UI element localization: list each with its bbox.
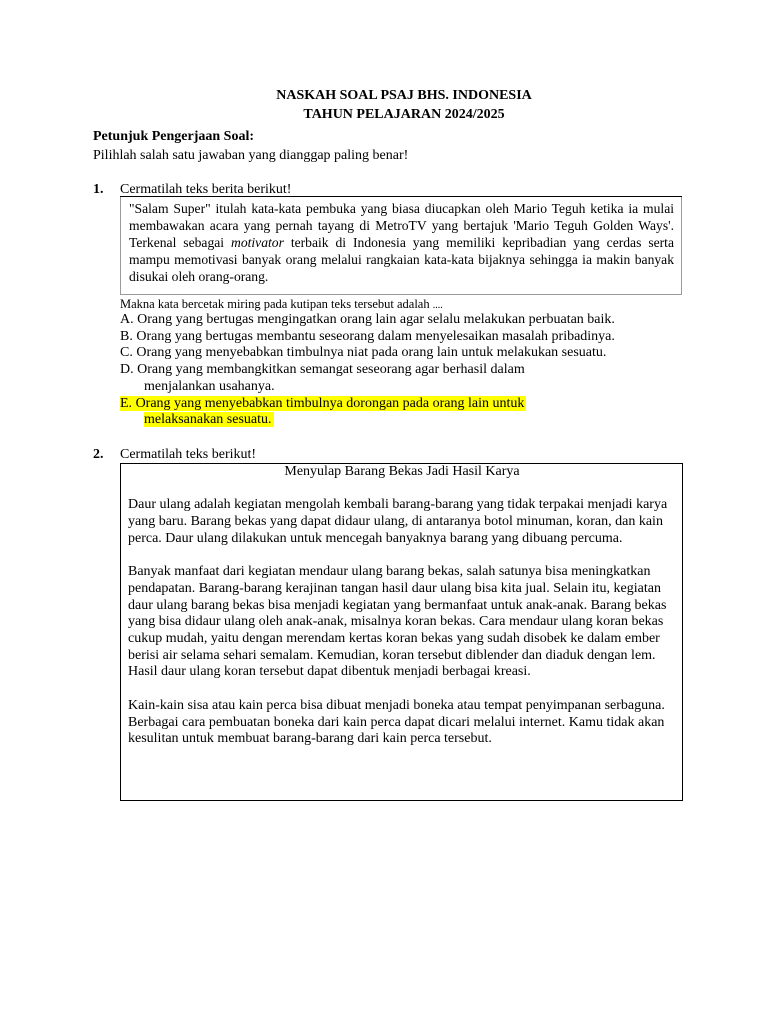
option-d[interactable] bbox=[120, 362, 680, 395]
question2-paragraph-2: Banyak manfaat dari kegiatan mendaur ulang barang bekas, salah satunya bisa meningkatkan pendapatan. Barang-barang kerajinan tangan hasil daur ulang bisa kita jual. Selain itu, kegiatan daur ulang barang bekas bisa menjadi kegiatan yang bermanfaat untuk anak-anak. Barang bekas yang bisa didaur ulang oleh anak-anak, misalnya koran bekas. Cara mendaur ulang koran bekas cukup mudah, yaitu dengan merendam kertas koran bekas yang sudah disobek ke dalam ember berisi air selama sehari semalam. Kemudian, koran tersebut diblender dan diaduk dengan lem. Hasil daur ulang koran tersebut dapat dibentuk menjadi berbagai kreasi. bbox=[128, 564, 667, 680]
option-e-text: Orang yang menyebabkan timbulnya dorongan pada orang lain untuk bbox=[135, 395, 525, 411]
option-b-label: B. bbox=[120, 328, 133, 344]
instructions-heading: Petunjuk Pengerjaan Soal: bbox=[93, 129, 254, 144]
question2-paragraph-3: Kain-kain sisa atau kain perca bisa dibuat menjadi boneka atau tempat penyimpanan serbaguna. Berbagai cara pembuatan boneka dari kain perca dapat dicari melalui internet. Kamu tidak akan kesulitan untuk membuat barang-barang dari kain perca tersebut. bbox=[128, 697, 665, 747]
option-b[interactable] bbox=[120, 329, 680, 346]
option-e-continuation: melaksanakan sesuatu. bbox=[144, 412, 272, 428]
question1-passage bbox=[129, 200, 674, 285]
option-e-highlighted[interactable] bbox=[120, 396, 680, 429]
passage-italic-word: motivator bbox=[231, 235, 284, 250]
option-d-text: Orang yang membangkitkan semangat seseorang agar berhasil dalam bbox=[137, 362, 525, 378]
option-c-label: C. bbox=[120, 345, 133, 361]
option-a[interactable] bbox=[120, 312, 680, 329]
question1-number: 1. bbox=[93, 182, 104, 197]
question2-passage-title: Menyulap Barang Bekas Jadi Hasil Karya bbox=[284, 464, 520, 479]
option-e-label: E. bbox=[120, 395, 133, 411]
option-d-label: D. bbox=[120, 362, 134, 378]
option-c-text: Orang yang menyebabkan timbulnya niat pada orang lain untuk melakukan sesuatu. bbox=[136, 345, 607, 361]
passage-text-part1: "Salam Super" itulah kata-kata pembuka yang biasa diucapkan oleh Mario Teguh ketika ia mulai membawakan acara yang pernah tayang di MetroTV yang bertajuk 'Mario Teguh Golden Ways'. Terkenal sebagai bbox=[129, 201, 674, 250]
question1-stem-dots: .... bbox=[432, 300, 443, 311]
option-a-label: A. bbox=[120, 312, 134, 327]
question2-paragraph-1: Daur ulang adalah kegiatan mengolah kembali barang-barang yang tidak terpakai menjadi karya yang baru. Barang bekas yang dapat didaur ulang, di antaranya botol minuman, koran, dan kain perca. Daur ulang dilakukan untuk mencegah banyaknya barang yang dibuang percuma. bbox=[128, 497, 668, 546]
instructions-text: Pilihlah salah satu jawaban yang dianggap paling benar! bbox=[93, 148, 409, 163]
question1-passage-box bbox=[120, 197, 682, 295]
question1-options bbox=[120, 312, 680, 429]
document-title-line2: TAHUN PELAJARAN 2024/2025 bbox=[303, 107, 505, 122]
question2-number: 2. bbox=[93, 447, 104, 462]
passage-text-part2: terbaik di Indonesia yang memiliki kepribadian yang cerdas serta mampu memotivasi banyak orang melalui rangkaian kata-kata bijaknya sehingga ia makin banyak disukai oleh orang-orang. bbox=[129, 235, 674, 284]
question1-stem-text: Makna kata bercetak miring pada kutipan teks tersebut adalah bbox=[120, 297, 433, 311]
question2-prompt: Cermatilah teks berikut! bbox=[120, 447, 257, 462]
option-d-continuation: menjalankan usahanya. bbox=[144, 378, 275, 394]
document-title-line1: NASKAH SOAL PSAJ BHS. INDONESIA bbox=[276, 88, 532, 103]
option-a-text: Orang yang bertugas mengingatkan orang lain agar selalu melakukan perbuatan baik. bbox=[137, 312, 615, 327]
question1-prompt: Cermatilah teks berita berikut! bbox=[120, 182, 292, 197]
option-c[interactable] bbox=[120, 345, 680, 362]
option-b-text: Orang yang bertugas membantu seseorang dalam menyelesaikan masalah pribadinya. bbox=[136, 328, 615, 344]
question2-passage-box bbox=[120, 463, 683, 801]
